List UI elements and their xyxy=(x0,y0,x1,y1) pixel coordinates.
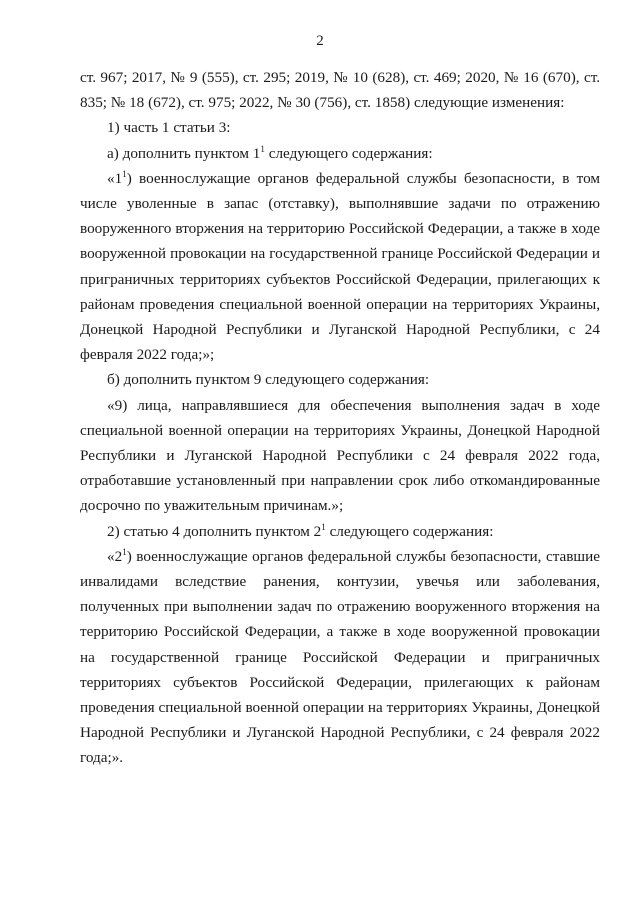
paragraph-item-a-text-end: следующего содержания: xyxy=(264,144,433,162)
paragraph-point-1-1-text: ) военнослужащие органов федеральной службы безопасности, в том числе уволенные в запас (отставку), выполнявшие задачи по отражению вооруженного вторжения на территорию Российской Федерации, а также в ходе вооруженной провокации на государственной границе Российской Федерации и приграничных территориях субъектов Российской Федерации, прилегающих к районам проведения специальной военной операции на территориях Украины, Донецкой Народной Республики и Луганской Народной Республики, с 24 февраля 2022 года;»; xyxy=(80,169,600,364)
paragraph-point-2-1 xyxy=(80,544,600,771)
paragraph-point-9: «9) лица, направлявшиеся для обеспечения выполнения задач в ходе специальной военной операции на территориях Украины, Донецкой Народной Республики и Луганской Народной Республики с 24 февраля 2022 года, отработавшие установленный при направлении срок либо откомандированные досрочно по уважительным причинам.»; xyxy=(80,396,600,515)
paragraph-item-2-text: 2) статью 4 дополнить пунктом 2 xyxy=(107,522,322,540)
superscript: 1 xyxy=(260,143,265,154)
paragraph-point-1-1 xyxy=(80,166,600,368)
paragraph-point-2-1-text: ) военнослужащие органов федеральной службы безопасности, ставшие инвалидами вследствие ранения, контузии, увечья или заболевания, полученных при выполнении задач по отражению вооруженного вторжения на территорию Российской Федерации, а также в ходе вооруженной провокации на государственной границе Российской Федерации и приграничных территориях субъектов Российской Федерации, прилегающих к районам проведения специальной военной операции на территориях Украины, Донецкой Народной Республики и Луганской Народной Республики, с 24 февраля 2022 года;». xyxy=(80,547,600,767)
paragraph-part-1-article-3: 1) часть 1 статьи 3: xyxy=(107,119,231,137)
paragraph-point-2-1-start: «2 xyxy=(107,547,123,565)
document-body xyxy=(80,65,600,771)
superscript: 1 xyxy=(122,546,127,557)
paragraph-item-a-text: а) дополнить пунктом 1 xyxy=(107,144,261,162)
superscript: 1 xyxy=(321,521,326,532)
paragraph-point-1-1-start: «1 xyxy=(107,169,123,187)
paragraph-item-a xyxy=(80,141,600,166)
paragraph-item-2 xyxy=(80,519,600,544)
paragraph-item-2-text-end: следующего содержания: xyxy=(325,522,494,540)
page-number: 2 xyxy=(316,33,324,49)
paragraph-item-b: б) дополнить пунктом 9 следующего содержания: xyxy=(107,371,430,389)
paragraph-intro: ст. 967; 2017, № 9 (555), ст. 295; 2019, № 10 (628), ст. 469; 2020, № 16 (670), ст. 835; № 18 (672), ст. 975; 2022, № 30 (756), ст. 1858) следующие изменения: xyxy=(80,69,600,112)
superscript: 1 xyxy=(122,168,127,179)
